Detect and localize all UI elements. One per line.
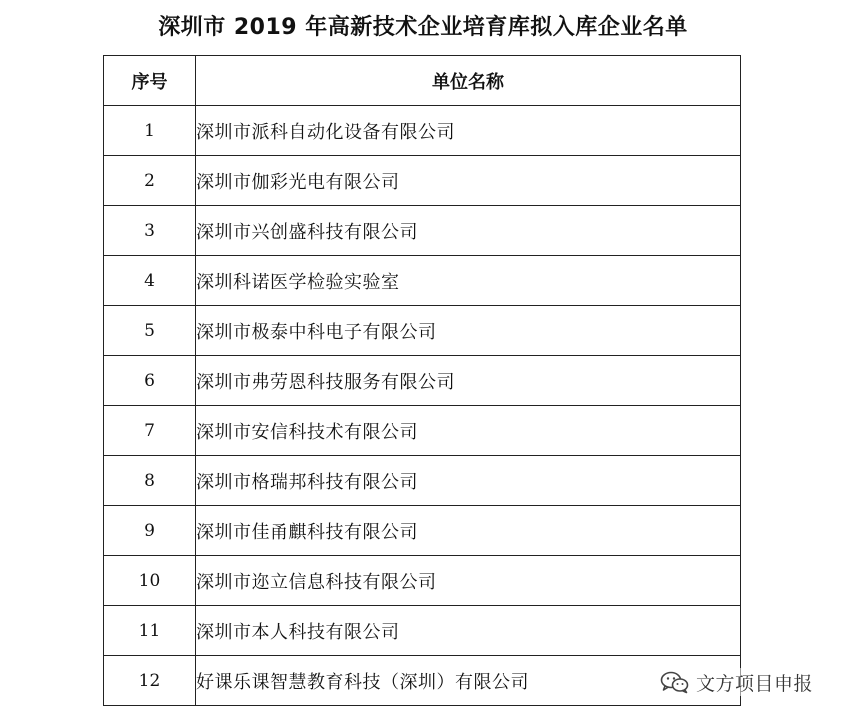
table-row bbox=[104, 206, 741, 256]
row-seq: 6 bbox=[104, 356, 196, 406]
row-seq: 10 bbox=[104, 556, 196, 606]
table-row bbox=[104, 506, 741, 556]
row-company-name: 深圳市本人科技有限公司 bbox=[196, 606, 741, 656]
table-header-row bbox=[104, 56, 741, 106]
row-company-name: 深圳市兴创盛科技有限公司 bbox=[196, 206, 741, 256]
row-company-name: 深圳市极泰中科电子有限公司 bbox=[196, 306, 741, 356]
header-company-name: 单位名称 bbox=[196, 56, 741, 106]
table-row bbox=[104, 456, 741, 506]
row-seq: 2 bbox=[104, 156, 196, 206]
watermark-label: 文方项目申报 bbox=[696, 672, 814, 695]
row-seq: 5 bbox=[104, 306, 196, 356]
row-seq: 4 bbox=[104, 256, 196, 306]
table-row bbox=[104, 556, 741, 606]
row-seq: 7 bbox=[104, 406, 196, 456]
row-company-name: 深圳市派科自动化设备有限公司 bbox=[196, 106, 741, 156]
row-company-name: 好课乐课智慧教育科技（深圳）有限公司 bbox=[196, 656, 741, 706]
table-row bbox=[104, 656, 741, 706]
row-seq: 12 bbox=[104, 656, 196, 706]
row-company-name: 深圳市弗劳恩科技服务有限公司 bbox=[196, 356, 741, 406]
row-company-name: 深圳市安信科技术有限公司 bbox=[196, 406, 741, 456]
row-seq: 3 bbox=[104, 206, 196, 256]
page-title: 深圳市 2019 年高新技术企业培育库拟入库企业名单 bbox=[158, 15, 688, 40]
table-row bbox=[104, 356, 741, 406]
row-company-name: 深圳市佳甬麒科技有限公司 bbox=[196, 506, 741, 556]
table-row bbox=[104, 306, 741, 356]
row-seq: 11 bbox=[104, 606, 196, 656]
row-seq: 9 bbox=[104, 506, 196, 556]
row-company-name: 深圳科诺医学检验实验室 bbox=[196, 256, 741, 306]
table-row bbox=[104, 156, 741, 206]
table-row bbox=[104, 106, 741, 156]
watermark bbox=[656, 668, 817, 696]
wechat-icon bbox=[660, 670, 690, 694]
header-seq: 序号 bbox=[104, 56, 196, 106]
company-list-table bbox=[103, 55, 741, 706]
table-row bbox=[104, 406, 741, 456]
row-seq: 1 bbox=[104, 106, 196, 156]
table-row bbox=[104, 256, 741, 306]
row-company-name: 深圳市伽彩光电有限公司 bbox=[196, 156, 741, 206]
row-company-name: 深圳市迩立信息科技有限公司 bbox=[196, 556, 741, 606]
table-row bbox=[104, 606, 741, 656]
row-company-name: 深圳市格瑞邦科技有限公司 bbox=[196, 456, 741, 506]
row-seq: 8 bbox=[104, 456, 196, 506]
